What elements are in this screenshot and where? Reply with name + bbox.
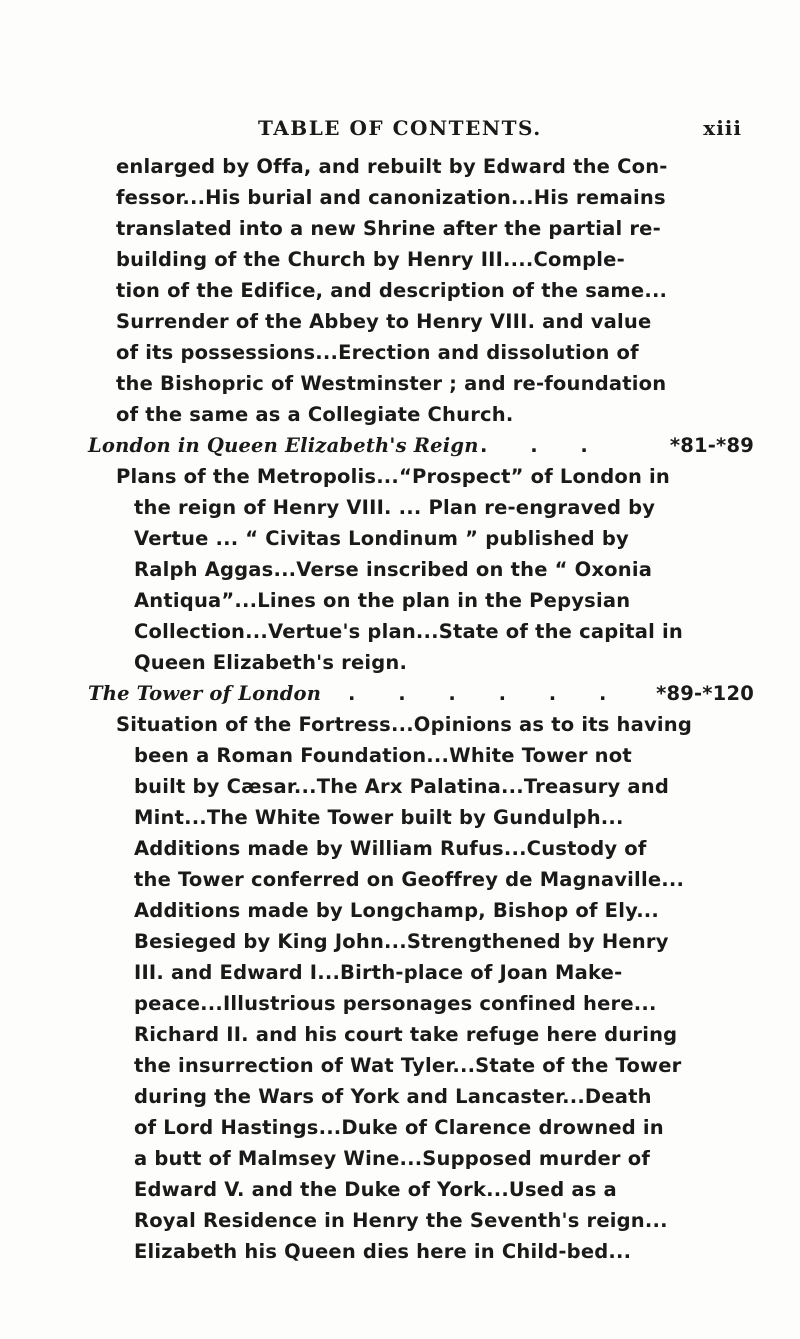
body-line: fessor...His burial and canonization...His remains	[116, 186, 666, 209]
toc-entry-london-elizabeth[interactable]	[88, 434, 754, 457]
toc-entry-tower-of-london[interactable]	[88, 682, 754, 705]
page-title: TABLE OF CONTENTS.	[258, 116, 542, 140]
body-line: during the Wars of York and Lancaster...Death	[134, 1085, 652, 1108]
entry-title: The Tower of London	[88, 682, 322, 705]
body-line: Additions made by Longchamp, Bishop of Ely...	[134, 899, 660, 922]
leader-dots: . . . . . .	[348, 682, 625, 705]
body-line: Mint...The White Tower built by Gundulph...	[134, 806, 624, 829]
body-line: the Tower conferred on Geoffrey de Magnaville...	[134, 868, 685, 891]
body-line: Ralph Aggas...Verse inscribed on the “ Oxonia	[134, 558, 653, 581]
body-line: Edward V. and the Duke of York...Used as a	[134, 1178, 617, 1201]
body-line: of Lord Hastings...Duke of Clarence drowned in	[134, 1116, 664, 1139]
entry-title: London in Queen Elizabeth's Reign	[88, 434, 479, 457]
body-line: Vertue ... “ Civitas Londinum ” published by	[134, 527, 629, 550]
body-line: been a Roman Foundation...White Tower not	[134, 744, 632, 767]
body-line: enlarged by Offa, and rebuilt by Edward the Con-	[116, 155, 668, 178]
body-line: Antiqua”...Lines on the plan in the Pepysian	[134, 589, 631, 612]
body-line: the reign of Henry VIII. ... Plan re-engraved by	[134, 496, 656, 519]
body-line: Richard II. and his court take refuge here during	[134, 1023, 678, 1046]
body-line: Plans of the Metropolis...“Prospect” of London in	[116, 465, 670, 488]
entry-pages: *81-*89	[669, 434, 754, 457]
body-line: Elizabeth his Queen dies here in Child-bed...	[134, 1240, 632, 1263]
body-line: Situation of the Fortress...Opinions as to its having	[116, 713, 692, 736]
body-line: Additions made by William Rufus...Custody of	[134, 837, 647, 860]
body-line: Surrender of the Abbey to Henry VIII. and value	[116, 310, 652, 333]
body-line: Collection...Vertue's plan...State of the capital in	[134, 620, 683, 643]
body-line: of its possessions...Erection and dissolution of	[116, 341, 639, 364]
body-line: the insurrection of Wat Tyler...State of the Tower	[134, 1054, 682, 1077]
body-line: of the same as a Collegiate Church.	[116, 403, 514, 426]
leader-dots: . . .	[480, 434, 606, 457]
body-line: built by Cæsar...The Arx Palatina...Treasury and	[134, 775, 670, 798]
body-line: building of the Church by Henry III....Comple-	[116, 248, 625, 271]
body-line: peace...Illustrious personages confined here...	[134, 992, 657, 1015]
entry-pages: *89-*120	[656, 682, 754, 705]
page-number: xiii	[703, 116, 742, 140]
body-line: translated into a new Shrine after the partial re-	[116, 217, 661, 240]
body-line: the Bishopric of Westminster ; and re-foundation	[116, 372, 667, 395]
body-line: III. and Edward I...Birth-place of Joan Make-	[134, 961, 623, 984]
body-line: Queen Elizabeth's reign.	[134, 651, 408, 674]
body-line: Royal Residence in Henry the Seventh's reign...	[134, 1209, 668, 1232]
body-line: a butt of Malmsey Wine...Supposed murder of	[134, 1147, 651, 1170]
body-line: tion of the Edifice, and description of the same...	[116, 279, 668, 302]
body-line: Besieged by King John...Strengthened by Henry	[134, 930, 669, 953]
running-header	[0, 116, 800, 146]
